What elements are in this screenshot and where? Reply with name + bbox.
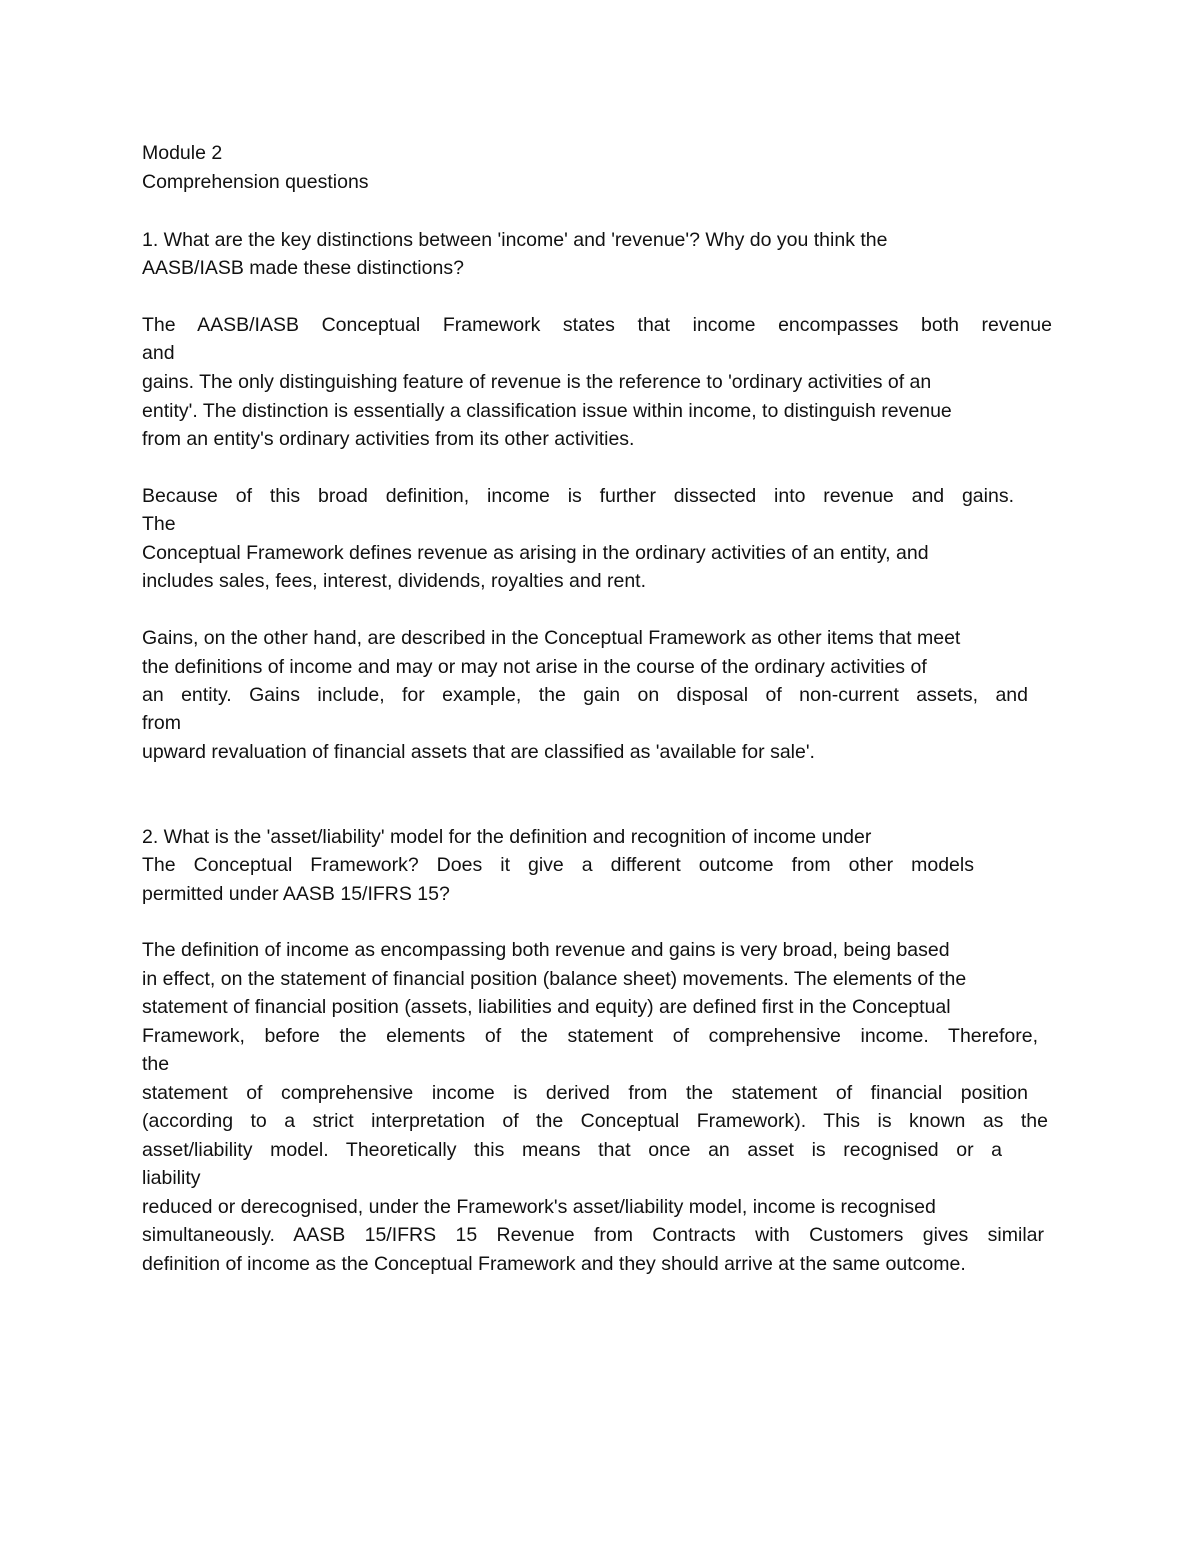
answer-2-line-4: Framework, before the elements of the statement of comprehensive income. Therefore,: [142, 1025, 1038, 1047]
answer-2-line-7: (according to a strict interpretation of the Conceptual Framework). This is known as the: [142, 1110, 1048, 1132]
answer-2-line-1: The definition of income as encompassing both revenue and gains is very broad, being based: [142, 939, 950, 961]
answer-2-line-10: reduced or derecognised, under the Framework's asset/liability model, income is recognised: [142, 1196, 936, 1218]
answer-1-p3-line-4: from: [142, 712, 181, 734]
answer-2-line-2: in effect, on the statement of financial position (balance sheet) movements. The elements of the: [142, 968, 967, 990]
answer-1-p1-line-3: gains. The only distinguishing feature of revenue is the reference to 'ordinary activities of an: [142, 371, 932, 393]
answer-2-line-9: liability: [142, 1167, 201, 1189]
answer-1-p1-line-1: The AASB/IASB Conceptual Framework states that income encompasses both revenue: [142, 314, 1052, 336]
answer-1-p1-line-5: from an entity's ordinary activities from its other activities.: [142, 428, 635, 450]
question-1-line-2: AASB/IASB made these distinctions?: [142, 257, 464, 279]
answer-1-p1-line-4: entity'. The distinction is essentially a classification issue within income, to distinguish revenue: [142, 400, 952, 422]
question-1-line-1: 1. What are the key distinctions between 'income' and 'revenue'? Why do you think the: [142, 229, 888, 251]
question-2-line-2: The Conceptual Framework? Does it give a different outcome from other models: [142, 854, 974, 876]
module-title: Module 2: [142, 142, 223, 164]
answer-1-p1-line-2: and: [142, 342, 175, 364]
question-2-line-1: 2. What is the 'asset/liability' model for the definition and recognition of income under: [142, 826, 872, 848]
answer-2-line-12: definition of income as the Conceptual Framework and they should arrive at the same outcome.: [142, 1253, 966, 1275]
answer-1-p3-line-3: an entity. Gains include, for example, the gain on disposal of non-current assets, and: [142, 684, 1028, 706]
answer-1-p2-line-2: The: [142, 513, 176, 535]
answer-2-line-11: simultaneously. AASB 15/IFRS 15 Revenue from Contracts with Customers gives similar: [142, 1224, 1044, 1246]
answer-2-line-3: statement of financial position (assets, liabilities and equity) are defined first in the Conceptual: [142, 996, 951, 1018]
question-2-line-3: permitted under AASB 15/IFRS 15?: [142, 883, 450, 905]
answer-1-p2-line-4: includes sales, fees, interest, dividends, royalties and rent.: [142, 570, 647, 592]
document-subtitle: Comprehension questions: [142, 171, 369, 193]
answer-1-p2-line-3: Conceptual Framework defines revenue as arising in the ordinary activities of an entity, and: [142, 542, 929, 564]
answer-2-line-5: the: [142, 1053, 170, 1075]
answer-1-p2-line-1: Because of this broad definition, income is further dissected into revenue and gains.: [142, 485, 1014, 507]
answer-1-p3-line-5: upward revaluation of financial assets that are classified as 'available for sale'.: [142, 741, 815, 763]
answer-1-p3-line-1: Gains, on the other hand, are described in the Conceptual Framework as other items that meet: [142, 627, 961, 649]
answer-1-p3-line-2: the definitions of income and may or may not arise in the course of the ordinary activities of: [142, 656, 927, 678]
answer-2-line-6: statement of comprehensive income is derived from the statement of financial position: [142, 1082, 1028, 1104]
answer-2-line-8: asset/liability model. Theoretically this means that once an asset is recognised or a: [142, 1139, 1002, 1161]
